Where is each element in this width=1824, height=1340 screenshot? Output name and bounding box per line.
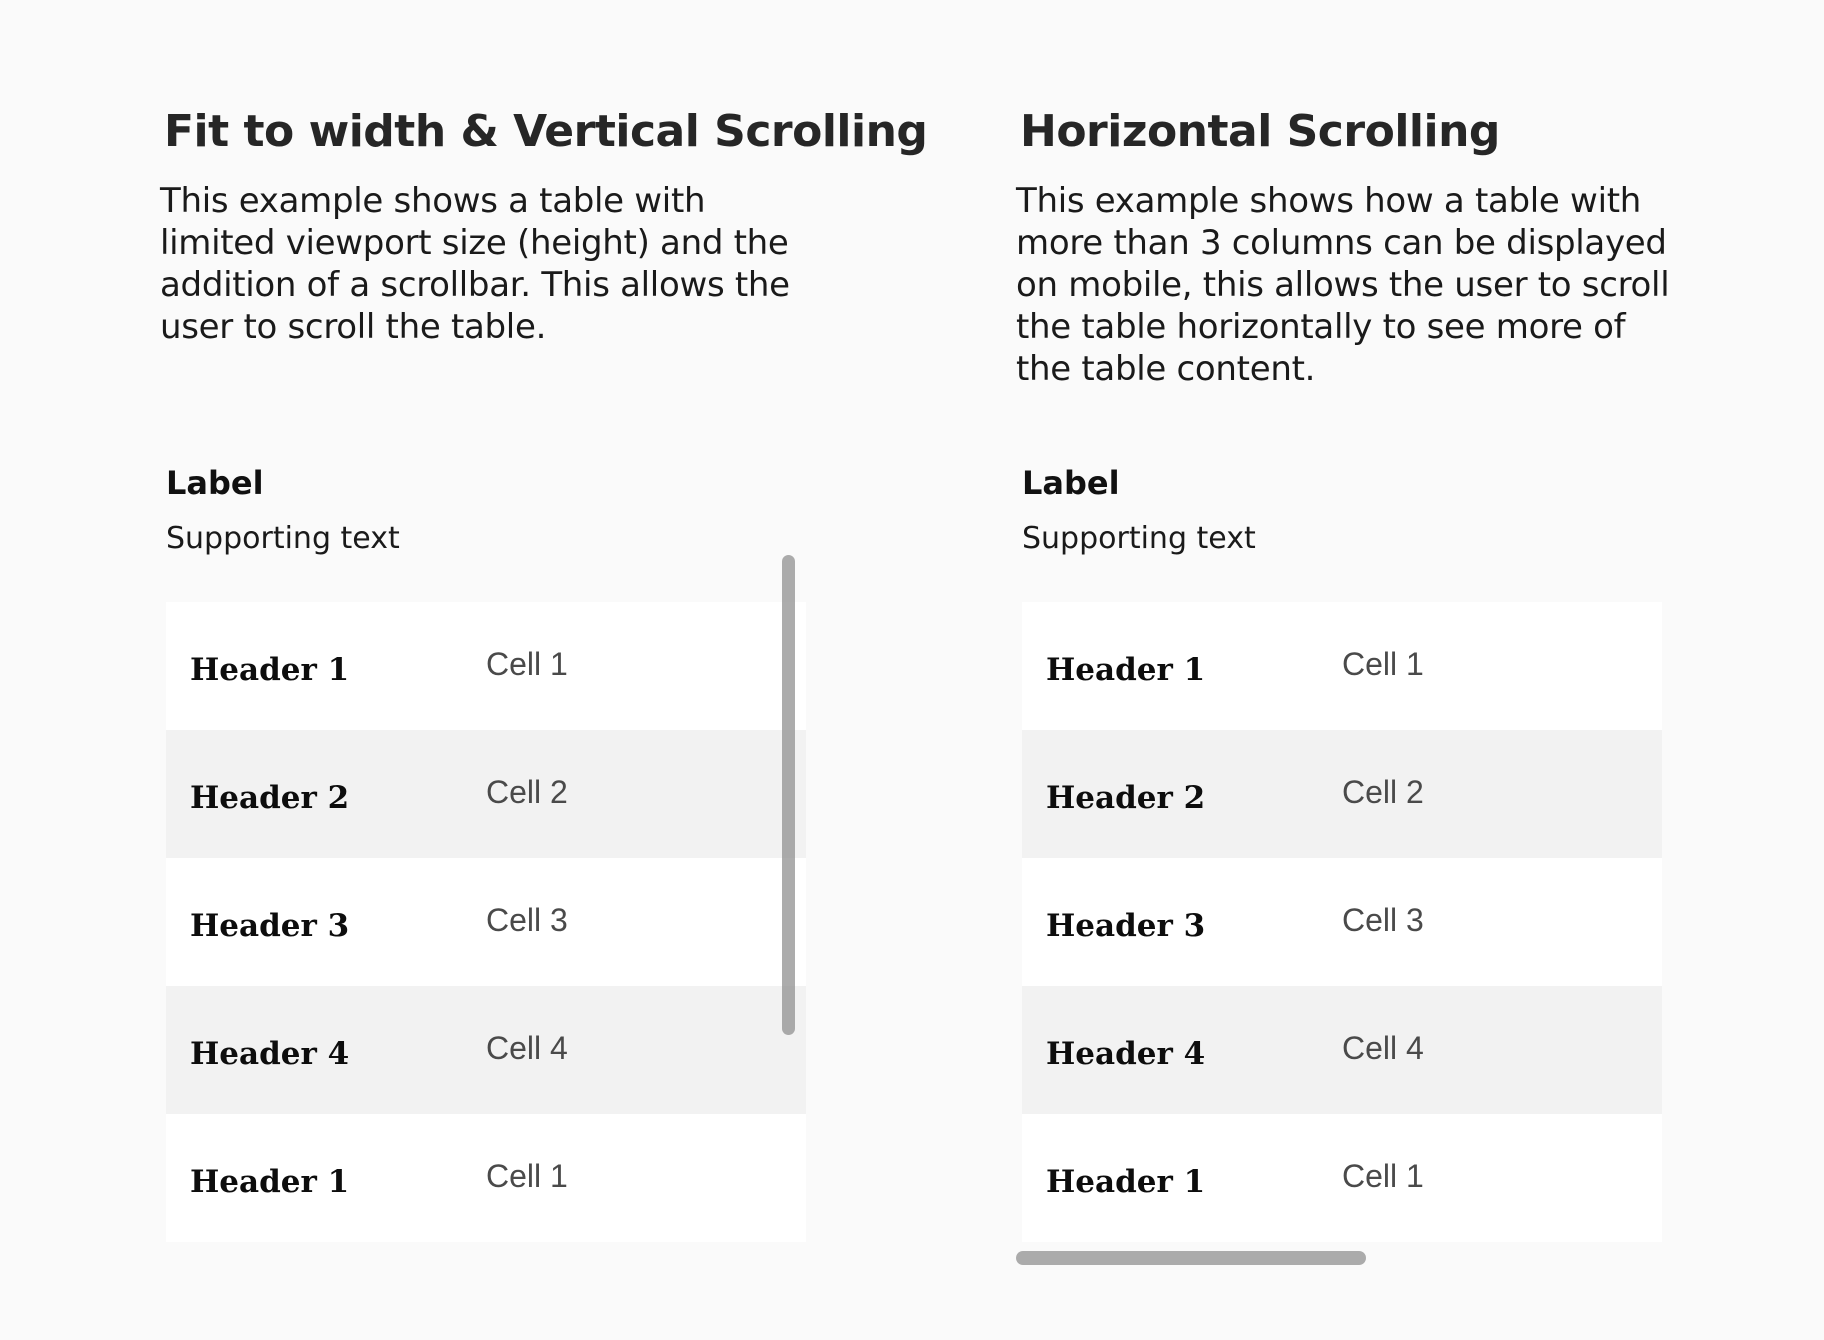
table-row <box>166 858 806 986</box>
horizontal-table-field <box>1022 462 1662 560</box>
row-cell: Cell 1 <box>486 645 568 682</box>
table-row <box>1022 730 1662 858</box>
row-cell: Cell 4 <box>1342 1029 1424 1066</box>
row-cell: Cell 2 <box>1342 773 1424 810</box>
horizontal-table-label: Label <box>1022 464 1120 502</box>
vertical-scroll-description: This example shows a table with limited viewport size (height) and the addition of a scrollbar. This allows the user to scroll the table. <box>160 181 790 347</box>
row-cell: Cell 1 <box>486 1157 568 1194</box>
row-header: Header 1 <box>1046 652 1206 688</box>
row-header: Header 2 <box>1046 780 1206 816</box>
vertical-scroll-table[interactable] <box>166 602 806 1242</box>
row-header: Header 2 <box>190 780 350 816</box>
table-row <box>1022 858 1662 986</box>
row-cell: Cell 2 <box>486 773 568 810</box>
horizontal-scroll-title: Horizontal Scrolling <box>1020 106 1500 157</box>
vertical-scroll-title: Fit to width & Vertical Scrolling <box>164 106 928 157</box>
vertical-table-label: Label <box>166 464 264 502</box>
horizontal-scroll-table[interactable] <box>1022 602 1662 1242</box>
table-row <box>1022 1114 1662 1242</box>
row-header: Header 4 <box>1046 1036 1206 1072</box>
horizontal-scroll-example <box>1016 100 1696 1200</box>
row-header: Header 1 <box>190 1164 350 1200</box>
row-cell: Cell 1 <box>1342 1157 1424 1194</box>
vertical-scroll-example <box>160 100 928 1200</box>
table-row <box>166 1114 806 1242</box>
row-cell: Cell 1 <box>1342 645 1424 682</box>
row-cell: Cell 3 <box>486 901 568 938</box>
table-row <box>166 602 806 730</box>
row-header: Header 1 <box>1046 1164 1206 1200</box>
row-cell: Cell 4 <box>486 1029 568 1066</box>
vertical-scrollbar[interactable] <box>782 555 795 1035</box>
vertical-table-field <box>166 462 806 560</box>
row-header: Header 1 <box>190 652 350 688</box>
horizontal-scrollbar[interactable] <box>1016 1251 1366 1265</box>
table-row <box>166 730 806 858</box>
table-row <box>1022 602 1662 730</box>
horizontal-scroll-description: This example shows how a table with more than 3 columns can be displayed on mobile, this allows the user to scroll the table horizontally to see more of the table content. <box>1016 181 1670 389</box>
table-row <box>1022 986 1662 1114</box>
table-row <box>166 986 806 1114</box>
horizontal-table-supporting-text: Supporting text <box>1022 521 1256 556</box>
vertical-table-supporting-text: Supporting text <box>166 521 400 556</box>
row-header: Header 3 <box>1046 908 1206 944</box>
row-cell: Cell 3 <box>1342 901 1424 938</box>
row-header: Header 3 <box>190 908 350 944</box>
row-header: Header 4 <box>190 1036 350 1072</box>
